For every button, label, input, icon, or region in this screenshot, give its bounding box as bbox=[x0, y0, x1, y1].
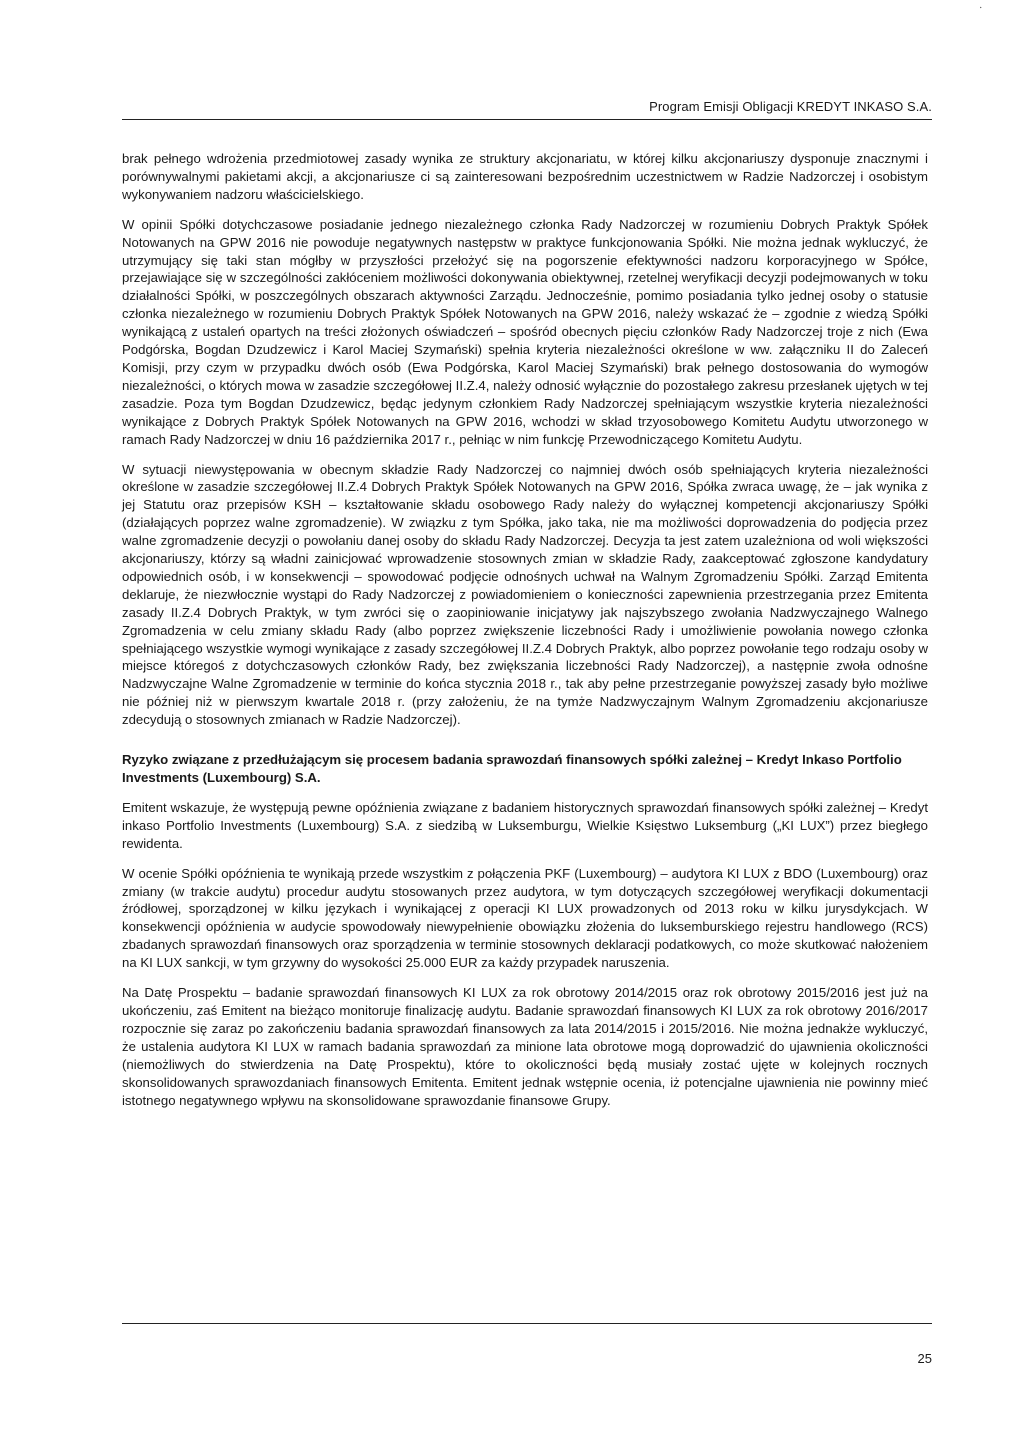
body-text bbox=[122, 150, 928, 1121]
footer-rule bbox=[122, 1323, 932, 1324]
scan-mark: ⸱ bbox=[979, 3, 982, 14]
paragraph: Emitent wskazuje, że występują pewne opóźnienia związane z badaniem historycznych sprawozdań finansowych spółki zależnej – Kredyt inkaso Portfolio Investments (Luxembourg) S.A. z siedzibą w Luksemburgu, Wielkie Księstwo Luksemburg („KI LUX”) przez biegłego rewidenta. bbox=[122, 799, 928, 851]
header-rule bbox=[122, 119, 932, 120]
paragraph: W opinii Spółki dotychczasowe posiadanie jednego niezależnego członka Rady Nadzorczej w rozumieniu Dobrych Praktyk Spółek Notowanych na GPW 2016 nie powoduje negatywnych następstw w praktyce funkcjonowania Spółki. Nie można jednak wykluczyć, że utrzymujący się taki stan mógłby w przyszłości przełożyć się na pogorszenie efektywności nadzoru korporacyjnego w Spółce, przejawiające się w szczególności zakłóceniem możliwości dokonywania obiektywnej, rzetelnej weryfikacji decyzji podejmowanych w toku działalności Spółki, w poszczególnych obszarach aktywności Zarządu. Jednocześnie, pomimo posiadania tylko jednej osoby o statusie członka niezależnego w rozumieniu Dobrych Praktyk Spółek Notowanych na GPW 2016, należy wskazać że – zgodnie z wiedzą Spółki wynikającą z ustaleń opartych na treści złożonych oświadczeń – spośród obecnych pięciu członków Rady Nadzorczej troje z nich (Ewa Podgórska, Bogdan Dzudzewicz i Karol Maciej Szymański) spełnia kryteria niezależności określone w ww. załączniku II do Zaleceń Komisji, przy czym w przypadku dwóch osób (Ewa Podgórska, Karol Maciej Szymański) brak pełnego dostosowania do wymogów niezależności, o których mowa w zasadzie szczegółowej II.Z.4, należy odnosić wyłącznie do pozostałego zakresu przesłanek ujętych w tej zasadzie. Poza tym Bogdan Dzudzewicz, będąc jedynym członkiem Rady Nadzorczej spełniającym wszystkie kryteria niezależności wynikające z Dobrych Praktyk Spółek Notowanych na GPW 2016, wchodzi w skład trzyosobowego Komitetu Audytu utworzonego w ramach Rady Nadzorczej w dniu 16 października 2017 r., pełniąc w nim funkcję Przewodniczącego Komitetu Audytu. bbox=[122, 216, 928, 447]
paragraph: W ocenie Spółki opóźnienia te wynikają przede wszystkim z połączenia PKF (Luxembourg) – audytora KI LUX z BDO (Luxembourg) oraz zmiany (w trakcie audytu) procedur audytu stosowanych przez audytora, w tym dotyczących szczegółowej weryfikacji dokumentacji źródłowej, sporządzonej w kilku językach i wynikającej z operacji KI LUX prowadzonych od 2013 roku w kilku jurysdykcjach. W konsekwencji opóźnienia w audycie spowodowały niewypełnienie obowiązku złożenia do luksemburskiego rejestru handlowego (RCS) zbadanych sprawozdań finansowych oraz sporządzenia w terminie stosownych deklaracji podatkowych, co może skutkować nałożeniem na KI LUX sankcji, w tym grzywny do wysokości 25.000 EUR za każdy przypadek naruszenia. bbox=[122, 865, 928, 971]
page-header-title: Program Emisji Obligacji KREDYT INKASO S.A. bbox=[649, 99, 932, 114]
paragraph: brak pełnego wdrożenia przedmiotowej zasady wynika ze struktury akcjonariatu, w której kilku akcjonariuszy dysponuje znacznymi i porównywalnymi pakietami akcji, a akcjonariusze ci są zainteresowani bezpośrednim uczestnictwem w Radzie Nadzorczej i osobistym wykonywaniem nadzoru właścicielskiego. bbox=[122, 151, 928, 202]
paragraph: W sytuacji niewystępowania w obecnym składzie Rady Nadzorczej co najmniej dwóch osób spełniających kryteria niezależności określone w zasadzie szczegółowej II.Z.4 Dobrych Praktyk Spółek Notowanych na GPW 2016, Spółka zwraca uwagę, że – jak wynika z jej Statutu oraz przepisów KSH – kształtowanie składu osobowego Rady należy do wyłącznej kompetencji akcjonariuszy Spółki (działających poprzez walne zgromadzenie). W związku z tym Spółka, jako taka, nie ma możliwości doprowadzenia do podjęcia przez walne zgromadzenie decyzji o powołaniu danej osoby do składu Rady Nadzorczej. Decyzja ta jest zatem uzależniona od woli większości akcjonariuszy, którzy są władni zainicjować wprowadzenie stosownych zmian w składzie Rady, zaakceptować zgłoszone kandydatury odpowiednich osób, i w konsekwencji – spowodować podjęcie odnośnych uchwał na Walnym Zgromadzeniu Spółki. Zarząd Emitenta deklaruje, że niezwłocznie wystąpi do Rady Nadzorczej z powiadomieniem o konieczności zapewnienia przestrzegania przez Emitenta zasady II.Z.4 Dobrych Praktyk, w tym zwróci się o zaopiniowanie inicjatywy jak najszybszego zwołania Nadzwyczajnego Walnego Zgromadzenia w celu zmiany składu Rady (albo poprzez zwiększenie liczebności Rady i umożliwienie powołania nowego członka spełniającego wszystkie wymogi wynikające z zasady szczegółowej II.Z.4 Dobrych Praktyk, albo poprzez powołanie tego rodzaju osoby w miejsce któregoś z dotychczasowych członków Rady, bez zwiększania liczebności Rady Nadzorczej), a następnie zwoła odnośne Nadzwyczajne Walne Zgromadzenie w terminie do końca stycznia 2018 r., tak aby pełne przestrzeganie powyższej zasady było możliwe nie później niż w pierwszym kwartale 2018 r. (przy założeniu, że na tymże Nadzwyczajnym Walnym Zgromadzeniu akcjonariusze zdecydują o stosownych zmianach w Radzie Nadzorczej). bbox=[122, 461, 928, 728]
paragraph: Na Datę Prospektu – badanie sprawozdań finansowych KI LUX za rok obrotowy 2014/2015 oraz rok obrotowy 2015/2016 jest już na ukończeniu, zaś Emitent na bieżąco monitoruje finalizację audytu. Badanie sprawozdań finansowych KI LUX za rok obrotowy 2016/2017 rozpocznie się zaraz po zakończeniu badania sprawozdań finansowych za lata 2014/2015 i 2015/2016. Nie można jednakże wykluczyć, że ustalenia audytora KI LUX w ramach badania sprawozdań za minione lata obrotowe mogą doprowadzić do ujawnienia okoliczności (niemożliwych do stwierdzenia na Datę Prospektu), które to okoliczności będą musiały zostać ujęte w kolejnych rocznych skonsolidowanych sprawozdaniach finansowych Emitenta. Emitent jednak wstępnie ocenia, iż potencjalne ujawnienia nie powinny mieć istotnego negatywnego wpływu na skonsolidowane sprawozdanie finansowe Grupy. bbox=[122, 985, 928, 1108]
page-number: 25 bbox=[917, 1351, 932, 1366]
section-heading: Ryzyko związane z przedłużającym się procesem badania sprawozdań finansowych spółki zależnej – Kredyt Inkaso Portfolio Investments (Luxembourg) S.A. bbox=[122, 752, 902, 785]
